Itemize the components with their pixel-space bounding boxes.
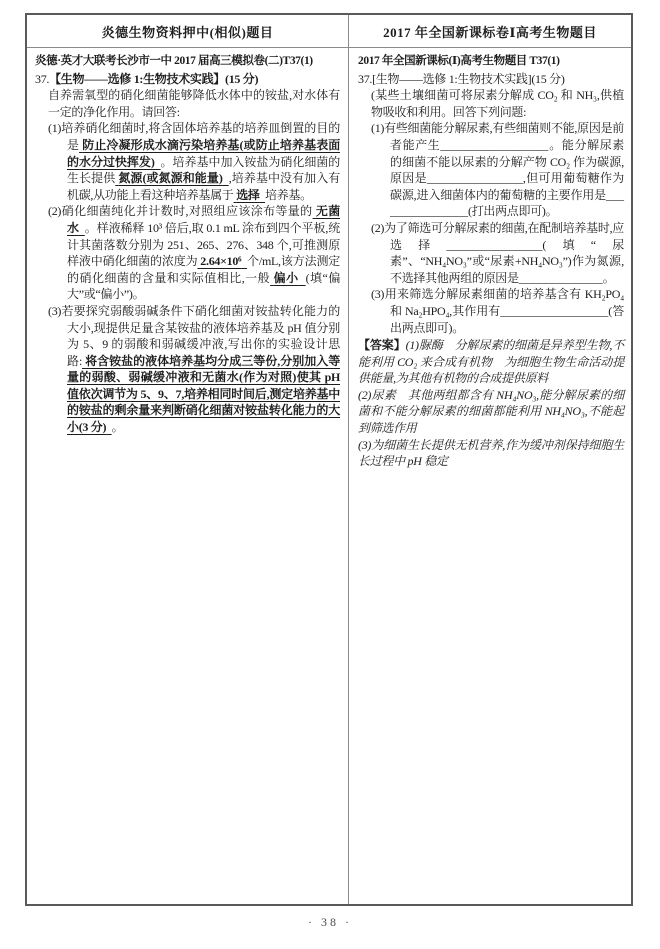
item1-text: 。培养基中加入铵盐为硝化细菌的生长提供 — [67, 154, 340, 186]
gaokao-answer-block — [358, 337, 624, 470]
item1-text: (1)培养硝化细菌时,将含固体培养基的培养皿倒置的目的是 — [48, 121, 340, 152]
table-header-row — [27, 15, 631, 48]
gk-item3-blank-1: __________________ — [500, 303, 609, 318]
item3-text: (3)若要探究弱酸弱碱条件下硝化细菌对铵盐转化能力的大小,现提供足量含某铵盐的液体培养基及 pH 值分别为 5、9 的弱酸和弱碱缓冲液,写出你的实验设计思路: — [48, 303, 340, 368]
gaokao-question-heading: 37.[生物——选修 1:生物技术实践](15 分) — [358, 71, 565, 86]
column-mock-question — [27, 48, 349, 904]
gk-item1-text: ,但可用葡萄糖作为碳源,进入细菌体内的葡萄糖的主要作用是 — [390, 171, 624, 202]
item3-answer-1: 将含铵盐的液体培养基均分成三等份,分别加入等量的弱酸、弱碱缓冲液和无菌水(作为对照)使其 pH 值依次调节为 5、9、7,培养相同时间后,测定培养基中的铵盐的剩余量来判断硝化细菌对铵盐转化能力的大小(3 分) — [67, 353, 340, 435]
mock-question-item-3 — [48, 303, 340, 436]
item2-answer-3: 偏小 — [273, 270, 299, 285]
answer-item-1: (1)脲酶 分解尿素的细菌是异养型生物,不能利用 CO₂ 来合成有机物 为细胞生物生命活动提供能量,为其他有机物的合成提供原料 — [358, 338, 624, 386]
mock-question-intro: 自养需氧型的硝化细菌能够降低水体中的铵盐,对水体有一定的净化作用。请回答: — [48, 88, 340, 119]
gk-item1-text: (打出两点即可)。 — [468, 204, 558, 219]
gk-item1-text: (1)有些细菌能分解尿素,有些细菌则不能,原因是前者能产生 — [371, 121, 624, 152]
item1-text: 培养基。 — [265, 187, 312, 202]
comparison-table — [25, 13, 633, 906]
item2-answer-2: 2.64×10⁶ — [200, 254, 242, 269]
item2-text: (填“偏大”或“偏小”)。 — [67, 270, 341, 302]
table-header-similar-questions: 炎德生物资料押中(相似)题目 — [27, 15, 349, 47]
gk-item1-text: 。能分解尿素的细菌不能以尿素的分解产物 CO₂ 作为碳源,原因是 — [390, 137, 624, 186]
mock-question-item-2 — [48, 203, 340, 303]
gk-item1-blank-1: __________________ — [440, 137, 549, 152]
item1-answer-1: 防止冷凝形成水滴污染培养基(或防止培养基表面的水分过快挥发) — [67, 137, 341, 169]
gk-item2-text: (填“尿素”、“NH₄NO₃”或“尿素+NH₄NO₃”)作为氮源,不选择其他两组的原因是 — [390, 237, 624, 285]
gaokao-answer-3: (3)为细菌生长提供无机营养,作为缓冲剂保持细胞生长过程中 pH 稳定 — [358, 437, 624, 469]
gk-item1-blank-3: ________________ — [390, 187, 624, 219]
item1-answer-2: 氮源(或氮源和能量) — [118, 171, 223, 186]
answer-label: 【答案】 — [358, 338, 406, 353]
gaokao-source-title: 2017 年全国新课标(Ⅰ)高考生物题目 T37(1) — [358, 55, 560, 67]
gk-item2-text: 。 — [602, 270, 615, 285]
gk-item2-text: (2)为了筛选可分解尿素的细菌,在配制培养基时,应选择 — [371, 220, 624, 252]
item2-text: (2)硝化细菌纯化并计数时,对照组应该涂布等量的 — [48, 204, 313, 219]
table-header-gaokao-questions: 2017 年全国新课标卷Ⅰ高考生物题目 — [383, 24, 597, 40]
gk-item2-blank-1: ________________ — [446, 237, 543, 252]
gk-item2-blank-2: ______________ — [518, 270, 603, 285]
page-number: · 38 · — [308, 915, 352, 929]
gaokao-question-item-1 — [371, 120, 624, 220]
mock-question-number: 37. — [35, 71, 50, 86]
mock-question-item-1 — [48, 120, 340, 203]
gaokao-question-item-2 — [371, 220, 624, 286]
gaokao-question-item-3 — [371, 286, 624, 336]
item2-text: 。样液稀释 10³ 倍后,取 0.1 mL 涂布到四个平板,统计其菌落数分别为 251、265、276、348 个,可推测原样液中硝化细菌的浓度为 — [67, 220, 341, 269]
item3-text: 。 — [111, 420, 124, 435]
gaokao-answer-2: (2)尿素 其他两组都含有 NH₄NO₃,能分解尿素的细菌和不能分解尿素的细菌都能利用 NH₄NO₃,不能起到筛选作用 — [358, 387, 624, 436]
item2-answer-1: 无菌水 — [67, 204, 340, 235]
mock-source-title: 炎德·英才大联考长沙市一中 2017 届高三模拟卷(二)T37(1) — [35, 55, 313, 67]
gk-item3-text: (3)用来筛选分解尿素细菌的培养基含有 KH₂PO₄ 和 Na₂HPO₄,其作用有 — [371, 287, 624, 318]
mock-question-heading — [35, 71, 340, 88]
item2-text: 个/mL,该方法测定的硝化细菌的含量和实际值相比,一般 — [67, 254, 341, 285]
gaokao-question-intro: (某些土壤细菌可将尿素分解成 CO₂ 和 NH₃,供植物吸收和利用。回答下列问题: — [371, 88, 624, 119]
gk-item1-blank-2: ________________ — [426, 171, 523, 186]
item1-text: ,培养基中没有加入有机碳,从功能上看这种培养基属于 — [67, 171, 340, 202]
mock-question-module: 【生物——选修 1:生物技术实践】(15 分) — [49, 71, 259, 86]
item1-answer-3: 选择 — [236, 187, 260, 202]
gk-item3-text: (答出两点即可)。 — [390, 303, 624, 335]
gaokao-answer-1 — [358, 337, 624, 387]
column-gaokao-question — [349, 48, 631, 904]
table-body-row — [27, 48, 631, 904]
